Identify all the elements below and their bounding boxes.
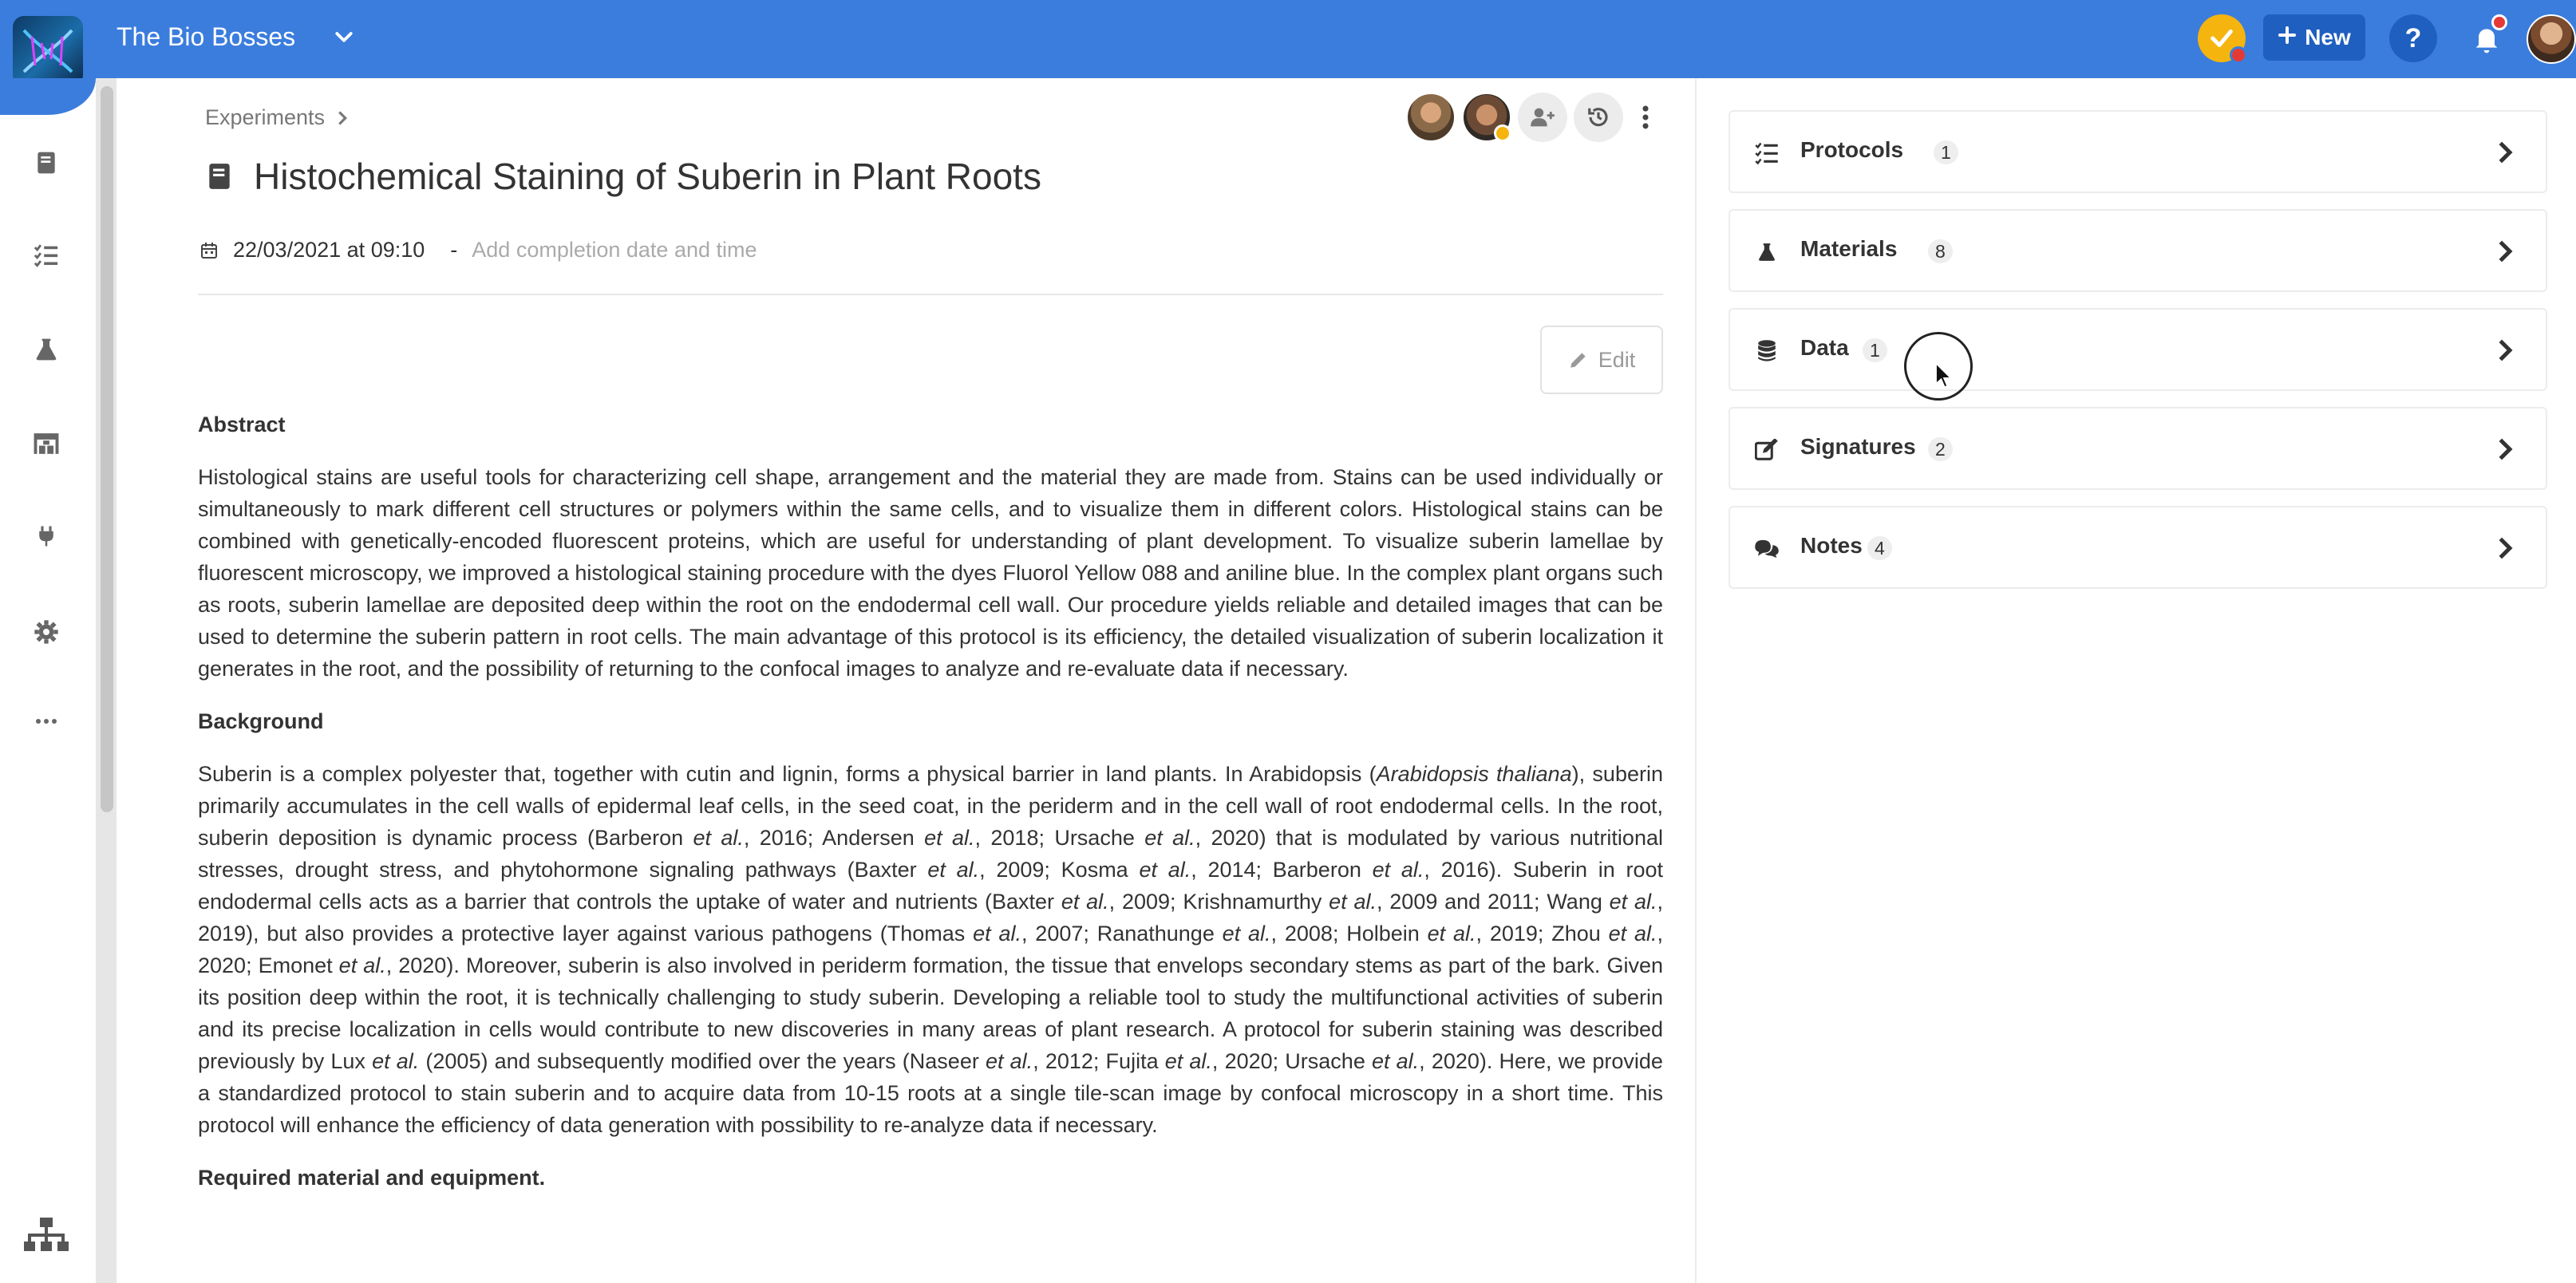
signatures-count: 2 <box>1928 437 1953 461</box>
header-actions <box>1406 93 1661 142</box>
more-options-button[interactable] <box>1630 93 1661 142</box>
start-time: 09:10 <box>370 238 425 262</box>
data-count: 1 <box>1863 338 1887 362</box>
page-title <box>204 155 1041 198</box>
breadcrumb <box>205 105 349 130</box>
history-icon <box>1586 105 1610 129</box>
new-button-label: New <box>2305 25 2351 49</box>
add-collaborator-button[interactable] <box>1518 93 1567 142</box>
chevron-right-icon <box>2498 140 2514 168</box>
list-icon <box>1754 140 1780 166</box>
check-icon <box>2208 25 2235 52</box>
chevron-right-icon <box>2498 239 2514 267</box>
experiment-title: Histochemical Staining of Suberin in Plant Roots <box>254 156 1041 197</box>
date-separator: - <box>450 238 458 262</box>
plug-icon <box>34 523 58 550</box>
sidebar-item-protocols[interactable] <box>24 233 69 278</box>
team-name[interactable]: The Bio Bosses <box>117 22 296 51</box>
user-plus-icon <box>1530 106 1555 128</box>
abstract-heading: Abstract <box>198 413 286 436</box>
mouse-cursor-icon <box>1934 362 1954 393</box>
history-button[interactable] <box>1574 93 1623 142</box>
sidebar-item-experiments[interactable] <box>24 140 69 185</box>
edit-button-label: Edit <box>1598 347 1636 372</box>
notifications-button[interactable] <box>2463 14 2511 62</box>
sidebar-item-settings[interactable] <box>24 610 69 654</box>
data-card[interactable] <box>1729 308 2547 391</box>
notification-dot <box>2230 46 2247 64</box>
user-avatar[interactable] <box>2527 14 2576 64</box>
sidebar <box>0 78 96 1283</box>
sidebar-item-materials[interactable] <box>24 327 69 372</box>
completion-date-input[interactable]: Add completion date and time <box>472 238 757 262</box>
tasks-button[interactable] <box>2198 14 2246 62</box>
signature-icon <box>1754 437 1780 463</box>
calendar-icon <box>200 241 219 260</box>
question-icon: ? <box>2404 22 2422 53</box>
notes-card[interactable] <box>1729 506 2547 589</box>
materials-label: Materials <box>1800 236 1898 261</box>
notebook-icon <box>34 150 59 176</box>
notebook-icon <box>204 160 235 192</box>
hierarchy-icon <box>24 1217 69 1253</box>
panel-divider <box>1695 78 1697 1283</box>
database-icon <box>1754 338 1780 364</box>
abstract-text: Histological stains are useful tools for characterizing cell shape, arrangement and the material they are made from. Stains can be used individually or simultaneously to mark different cell structures or polymers within the same cells, and to visualize them in different colors. Histological stains can be combined with genetically-encoded fluorescent proteins, which are useful for understanding of plant development. To visualize suberin lamellae by fluorescent microscopy, we improved a histological staining procedure with the dyes Fluorol Yellow 088 and aniline blue. In the complex plant organs such as roots, suberin lamellae are deposited deep within the root on the endodermal cell wall. Our procedure yields reliable and detailed images that can be used to determine the suberin pattern in root cells. The main advantage of this protocol is its efficiency, the detailed visualization of suberin localization it generates in the root, and the possibility of returning to the confocal images to analyze and re-evaluate data if necessary. <box>198 465 1663 681</box>
flask-icon <box>34 337 59 362</box>
protocols-label: Protocols <box>1800 137 1904 162</box>
edit-button[interactable] <box>1540 326 1663 394</box>
experiment-dates <box>200 238 757 263</box>
sidebar-item-hierarchy[interactable] <box>22 1211 70 1259</box>
start-at: at <box>346 238 365 262</box>
protocols-card[interactable] <box>1729 110 2547 193</box>
start-datetime[interactable] <box>233 238 425 263</box>
status-dot <box>1494 124 1511 142</box>
chevron-right-icon <box>2498 338 2514 366</box>
more-icon <box>35 717 57 725</box>
chevron-down-icon[interactable] <box>332 26 356 53</box>
top-bar <box>0 0 2576 78</box>
gear-icon <box>34 619 59 645</box>
protocols-count: 1 <box>1934 140 1958 164</box>
required-material-heading: Required material and equipment. <box>198 1166 546 1190</box>
dna-logo-icon <box>13 16 83 86</box>
new-button[interactable] <box>2263 14 2365 61</box>
background-text: Suberin is a complex polyester that, together with cutin and lignin, forms a physical barrier in land plants. In Arabidopsis (Arabidopsis thaliana), suberin primarily accumulates in the cell walls of epidermal leaf cells, in the seed coat, in the periderm and in the cell wall of root endodermal cells. In the root, suberin deposition is dynamic process (Barberon et al., 2016; Andersen et al., 2018; Ursache et al., 2020) that is modulated by various nutritional stresses, drought stress, and phytohormone signaling pathways (Baxter et al., 2009; Kosma et al., 2014; Barberon et al., 2016). Suberin in root endodermal cells acts as a barrier that controls the uptake of water and nutrients (Baxter et al., 2009; Krishnamurthy et al., 2009 and 2011; Wang et al., 2019), but also provides a protective layer against various pathogens (Thomas et al., 2007; Ranathunge et al., 2008; Holbein et al., 2019; Zhou et al., 2020; Emonet et al., 2020). Moreover, suberin is also involved in periderm formation, the tissue that envelops secondary stems as part of the bark. Given its position deep within the root, it is technically challenging to study suberin. Developing a reliable tool to study the multifunctional activities of suberin and its precise localization in cells would contribute to new discoveries in many areas of plant research. A protocol for suberin staining was described previously by Lux et al. (2005) and subsequently modified over the years (Naseer et al., 2012; Fujita et al., 2020; Ursache et al., 2020). Here, we provide a standardized protocol to stain suberin and to acquire data from 10-15 roots at a single tile-scan image by confocal microscopy in a short time. This protocol will enhance the efficiency of data generation with possibility to re-analyze data if necessary. <box>198 762 1664 1137</box>
flask-icon <box>1754 239 1780 265</box>
sidebar-item-inventory[interactable] <box>24 421 69 466</box>
materials-count: 8 <box>1928 239 1953 263</box>
comments-icon <box>1754 536 1780 562</box>
app-logo[interactable] <box>13 16 83 86</box>
notes-count: 4 <box>1867 536 1892 560</box>
chevron-right-icon <box>2498 437 2514 465</box>
kebab-icon <box>1642 105 1650 129</box>
signatures-card[interactable] <box>1729 407 2547 490</box>
breadcrumb-experiments[interactable]: Experiments <box>205 105 326 129</box>
signatures-label: Signatures <box>1800 434 1916 459</box>
warehouse-icon <box>32 431 61 456</box>
help-button[interactable] <box>2389 14 2437 62</box>
materials-card[interactable] <box>1729 209 2547 292</box>
notes-label: Notes <box>1800 533 1863 558</box>
data-label: Data <box>1800 335 1849 360</box>
pencil-icon <box>1568 349 1589 370</box>
chevron-right-icon <box>336 110 349 126</box>
chevron-right-icon <box>2498 536 2514 564</box>
scrollbar-thumb[interactable] <box>101 86 113 812</box>
checklist-icon <box>33 242 60 269</box>
sidebar-item-integrations[interactable] <box>24 514 69 559</box>
start-date: 22/03/2021 <box>233 238 342 262</box>
experiment-content <box>198 409 1663 1214</box>
plus-icon <box>2278 25 2297 50</box>
collaborator-avatar[interactable] <box>1406 93 1456 142</box>
header-divider <box>198 294 1663 295</box>
collaborator-avatar[interactable] <box>1462 93 1511 142</box>
notification-dot <box>2491 14 2507 30</box>
sidebar-item-more[interactable] <box>24 699 69 744</box>
background-heading: Background <box>198 709 324 733</box>
